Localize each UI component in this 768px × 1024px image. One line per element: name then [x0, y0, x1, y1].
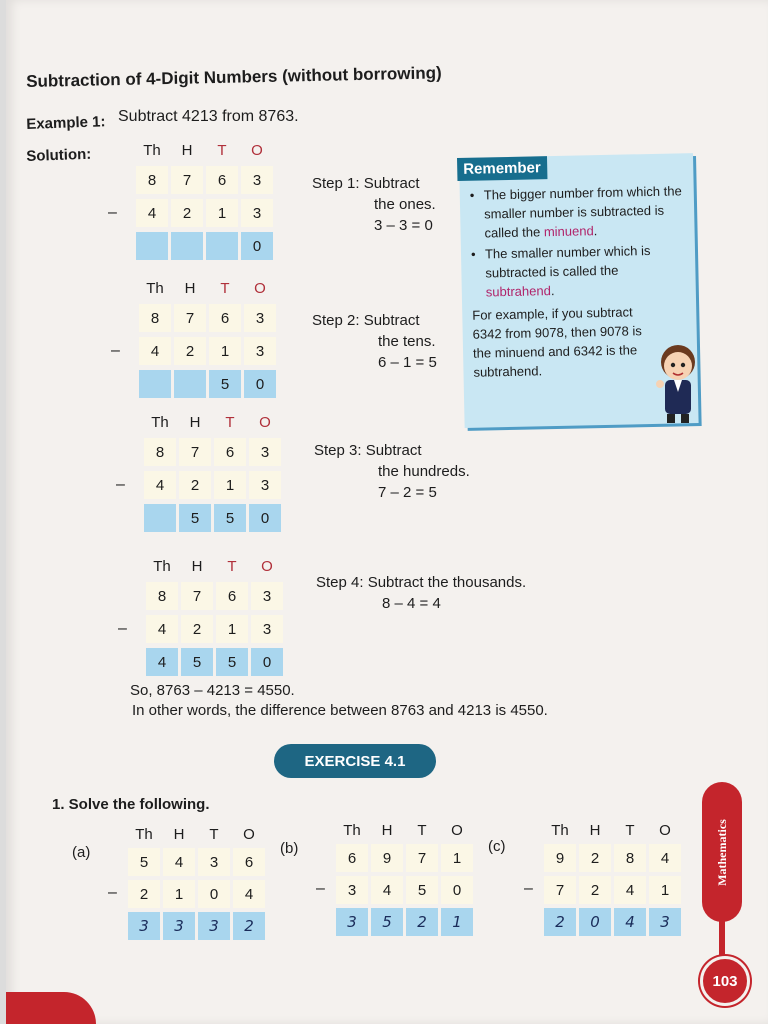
digit-cell: 8 — [614, 844, 646, 872]
digit-cell: 3 — [336, 876, 368, 904]
header-thousands: Th — [551, 822, 569, 839]
digit-cell: 0 — [251, 648, 283, 676]
digit-cell: 2 — [179, 471, 211, 499]
digit-cell: 7 — [181, 582, 213, 610]
digit-cell: 3 — [249, 471, 281, 499]
minuend-row — [144, 438, 284, 466]
digit-cell: 2 — [171, 199, 203, 227]
digit-cell: 2 — [174, 337, 206, 365]
handwritten-digit: 2 — [233, 912, 265, 940]
minus-sign: – — [116, 476, 125, 493]
step-4 — [316, 572, 526, 614]
step-3-line-3: 7 – 2 = 5 — [378, 484, 437, 501]
header-thousands: Th — [146, 280, 164, 297]
minuend-row — [128, 848, 268, 876]
question-1: 1. Solve the following. — [52, 796, 210, 813]
digit-cell: 1 — [206, 199, 238, 227]
digit-cell: 2 — [579, 844, 611, 872]
digit-cell — [136, 232, 168, 260]
remember-example: For example, if you subtract 6342 from 9078, then 9078 is the minuend and 6342 is the subtrahend. — [472, 304, 642, 380]
conclusion-line-1: So, 8763 – 4213 = 4550. — [130, 682, 295, 699]
difference-row — [136, 232, 276, 260]
minus-sign: – — [111, 342, 120, 359]
digit-cell: 4 — [136, 199, 168, 227]
digit-cell: 4 — [163, 848, 195, 876]
remember-bullet-minuend: • The bigger number from which the smaller number is subtracted is called the minuend. — [470, 181, 689, 243]
minus-sign: – — [524, 880, 533, 897]
header-ones: O — [451, 822, 463, 839]
remember-bullet-subtrahend: • The smaller number which is subtracted is called the subtrahend. — [471, 240, 690, 302]
digit-cell: 0 — [244, 370, 276, 398]
digit-cell: 7 — [179, 438, 211, 466]
handwritten-digit: 2 — [544, 908, 576, 936]
header-tens: T — [217, 142, 227, 159]
minuend-row — [146, 582, 286, 610]
digit-cell: 5 — [179, 504, 211, 532]
step-2-line-1: Step 2: Subtract — [312, 312, 420, 329]
minuend-row — [136, 166, 276, 194]
handwritten-digit: 2 — [406, 908, 438, 936]
conclusion-line-2: In other words, the difference between 8763 and 4213 is 4550. — [132, 702, 548, 719]
answer-row — [336, 908, 476, 936]
digit-cell: 0 — [198, 880, 230, 908]
subtrahend-row — [544, 876, 684, 904]
header-ones: O — [251, 142, 263, 159]
header-hundreds: H — [184, 280, 196, 297]
digit-cell: 7 — [544, 876, 576, 904]
term-minuend: minuend — [543, 223, 594, 240]
handwritten-digit: 3 — [128, 912, 160, 940]
subtrahend-row — [136, 199, 276, 227]
digit-cell: 5 — [216, 648, 248, 676]
digit-cell — [144, 504, 176, 532]
textbook-page — [6, 0, 768, 1024]
part-a-label: (a) — [72, 844, 91, 861]
handwritten-digit: 1 — [441, 908, 473, 936]
digit-cell: 4 — [614, 876, 646, 904]
tab-stem-decoration — [719, 918, 725, 956]
header-tens: T — [220, 280, 230, 297]
digit-cell: 6 — [216, 582, 248, 610]
digit-cell: 8 — [136, 166, 168, 194]
subtrahend-row — [139, 337, 279, 365]
digit-cell: 1 — [216, 615, 248, 643]
digit-cell: 7 — [171, 166, 203, 194]
minus-sign: – — [118, 620, 127, 637]
digit-cell: 4 — [649, 844, 681, 872]
minus-sign: – — [316, 880, 325, 897]
digit-cell: 5 — [214, 504, 246, 532]
digit-cell — [139, 370, 171, 398]
digit-cell: 4 — [144, 471, 176, 499]
digit-cell: 0 — [441, 876, 473, 904]
subtrahend-row — [146, 615, 286, 643]
handwritten-digit: 5 — [371, 908, 403, 936]
minuend-row — [336, 844, 476, 872]
header-hundreds: H — [189, 414, 201, 431]
digit-cell: 9 — [544, 844, 576, 872]
handwritten-digit: 3 — [198, 912, 230, 940]
step-1-line-2: the ones. — [374, 196, 436, 213]
term-subtrahend: subtrahend — [485, 283, 552, 300]
step-1 — [312, 173, 436, 236]
step-2-line-2: the tens. — [378, 333, 436, 350]
solution-label: Solution: — [26, 145, 92, 165]
handwritten-digit: 0 — [579, 908, 611, 936]
minuend-row — [139, 304, 279, 332]
digit-cell: 1 — [214, 471, 246, 499]
header-thousands: Th — [151, 414, 169, 431]
header-ones: O — [259, 414, 271, 431]
part-b-label: (b) — [280, 840, 299, 857]
digit-cell: 3 — [198, 848, 230, 876]
digit-cell: 5 — [128, 848, 160, 876]
header-thousands: Th — [143, 142, 161, 159]
header-hundreds: H — [589, 822, 601, 839]
header-hundreds: H — [381, 822, 393, 839]
digit-cell: 3 — [241, 199, 273, 227]
digit-cell — [206, 232, 238, 260]
step-3-line-1: Step 3: Subtract — [314, 442, 422, 459]
digit-cell: 3 — [249, 438, 281, 466]
digit-cell: 2 — [579, 876, 611, 904]
header-tens: T — [225, 414, 235, 431]
digit-cell: 0 — [249, 504, 281, 532]
digit-cell: 8 — [139, 304, 171, 332]
digit-cell: 9 — [371, 844, 403, 872]
header-ones: O — [261, 558, 273, 575]
digit-cell: 3 — [241, 166, 273, 194]
subtrahend-row — [336, 876, 476, 904]
digit-cell: 4 — [139, 337, 171, 365]
digit-cell: 4 — [146, 648, 178, 676]
digit-cell: 5 — [209, 370, 241, 398]
exercise-heading: EXERCISE 4.1 — [274, 744, 436, 778]
header-tens: T — [227, 558, 237, 575]
digit-cell: 4 — [371, 876, 403, 904]
digit-cell: 6 — [233, 848, 265, 876]
subject-tab — [702, 782, 742, 922]
bullet-text: The bigger number from which the smaller number is subtracted is called the — [483, 183, 682, 241]
digit-cell: 6 — [209, 304, 241, 332]
header-hundreds: H — [191, 558, 203, 575]
page-number: 103 — [700, 956, 750, 1006]
step-3 — [314, 440, 470, 503]
step-2 — [312, 310, 437, 373]
example-label: Example 1: — [26, 113, 106, 133]
header-ones: O — [243, 826, 255, 843]
digit-cell: 6 — [206, 166, 238, 194]
example-text: Subtract 4213 from 8763. — [118, 108, 299, 125]
digit-cell: 1 — [441, 844, 473, 872]
difference-row — [144, 504, 284, 532]
digit-cell: 4 — [146, 615, 178, 643]
digit-cell: 5 — [181, 648, 213, 676]
digit-cell: 1 — [649, 876, 681, 904]
handwritten-digit: 4 — [614, 908, 646, 936]
digit-cell: 3 — [244, 337, 276, 365]
step-1-line-3: 3 – 3 = 0 — [374, 217, 433, 234]
header-hundreds: H — [181, 142, 193, 159]
digit-cell: 2 — [128, 880, 160, 908]
bullet-text: The smaller number which is subtracted is called the — [484, 243, 651, 281]
minus-sign: – — [108, 884, 117, 901]
digit-cell: 1 — [209, 337, 241, 365]
digit-cell: 0 — [241, 232, 273, 260]
subject-label: Mathematics — [714, 818, 729, 886]
digit-cell: 1 — [163, 880, 195, 908]
digit-cell: 2 — [181, 615, 213, 643]
digit-cell: 3 — [251, 615, 283, 643]
page-corner-decoration — [6, 992, 96, 1024]
header-thousands: Th — [343, 822, 361, 839]
step-4-line-2: 8 – 4 = 4 — [382, 595, 441, 612]
subtrahend-row — [144, 471, 284, 499]
minus-sign: – — [108, 204, 117, 221]
step-3-line-2: the hundreds. — [378, 463, 470, 480]
header-tens: T — [209, 826, 219, 843]
digit-cell: 8 — [144, 438, 176, 466]
header-tens: T — [417, 822, 427, 839]
digit-cell: 3 — [251, 582, 283, 610]
handwritten-digit: 3 — [649, 908, 681, 936]
digit-cell — [171, 232, 203, 260]
minuend-row — [544, 844, 684, 872]
digit-cell: 7 — [406, 844, 438, 872]
digit-cell: 3 — [244, 304, 276, 332]
digit-cell: 4 — [233, 880, 265, 908]
header-thousands: Th — [135, 826, 153, 843]
handwritten-digit: 3 — [336, 908, 368, 936]
header-ones: O — [254, 280, 266, 297]
header-tens: T — [625, 822, 635, 839]
digit-cell: 6 — [336, 844, 368, 872]
difference-row — [146, 648, 286, 676]
subtrahend-row — [128, 880, 268, 908]
digit-cell: 6 — [214, 438, 246, 466]
digit-cell: 8 — [146, 582, 178, 610]
section-title: Subtraction of 4-Digit Numbers (without borrowing) — [26, 63, 442, 91]
digit-cell: 7 — [174, 304, 206, 332]
part-c-label: (c) — [488, 838, 506, 855]
remember-tag: Remember — [457, 156, 547, 181]
difference-row — [139, 370, 279, 398]
header-hundreds: H — [173, 826, 185, 843]
boy-illustration — [654, 340, 700, 424]
handwritten-digit: 3 — [163, 912, 195, 940]
digit-cell: 5 — [406, 876, 438, 904]
answer-row — [128, 912, 268, 940]
digit-cell — [174, 370, 206, 398]
header-ones: O — [659, 822, 671, 839]
header-thousands: Th — [153, 558, 171, 575]
step-2-line-3: 6 – 1 = 5 — [378, 354, 437, 371]
answer-row — [544, 908, 684, 936]
step-4-line-1: Step 4: Subtract the thousands. — [316, 574, 527, 591]
step-1-line-1: Step 1: Subtract — [312, 175, 420, 192]
